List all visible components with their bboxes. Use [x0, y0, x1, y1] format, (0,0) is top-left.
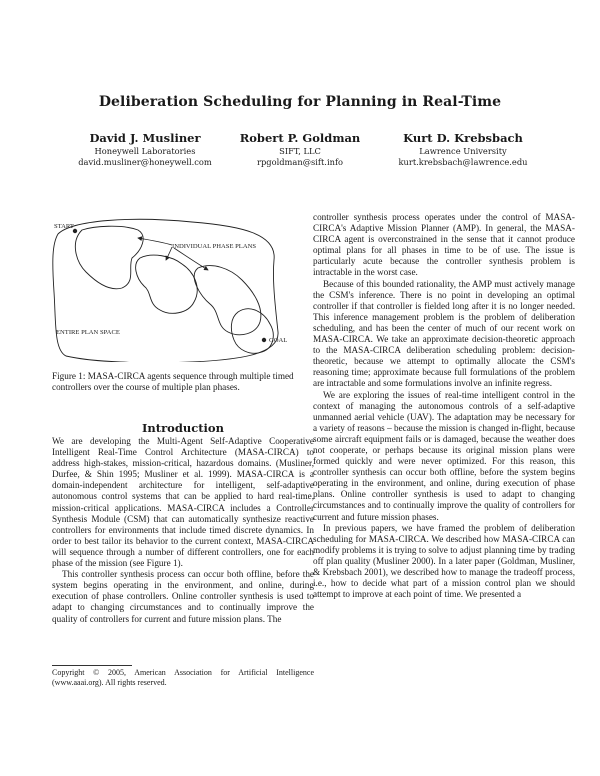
author-name: Robert P. Goldman — [239, 131, 361, 145]
start-label: START — [54, 223, 74, 230]
author-name: Kurt D. Krebsbach — [403, 131, 523, 145]
phase-plan-region — [194, 266, 261, 335]
author-block-3 — [378, 131, 548, 167]
right-column-body — [313, 212, 575, 600]
figure-caption: Figure 1: MASA-CIRCA agents sequence through multiple timed controllers over the course of multiple plan phases. — [52, 371, 294, 393]
paragraph: We are exploring the issues of real-time intelligent control in the context of managing the autonomous controls of a self-adaptive unmanned aerial vehicle (UAV). The adaptation may be necessary for a variety of reasons – because the mission is changed in-flight, because some aircraft equipment fails or is damaged, because the weather does not cooperate, or perhaps because its original mission plans were formed quickly and were never optimized. For this reason, this controller synthesis can occur both offline, before the system begins operating in the environment, and online, during execution of phase plans. Online controller synthesis is used to adapt to changing circumstances and to continually improve the quality of controllers for current and future mission phases. — [313, 389, 575, 522]
pointer-arrow — [174, 248, 208, 270]
section-heading: Introduction — [142, 421, 224, 435]
phase-plan-region — [136, 255, 198, 313]
figure-1-diagram — [52, 212, 314, 362]
author-affiliation: Lawrence University — [419, 146, 507, 156]
paragraph: controller synthesis process operates under the control of MASA-CIRCA's Adaptive Mission Planner (AMP). In general, the MASA-CIRCA agent is overconstrained in the sense that it cannot produce optimal plans for all phases in time to be of use. The issue is particularly acute because the controller synthesis problem is intractable in the worst case. — [313, 212, 575, 278]
paragraph: We are developing the Multi-Agent Self-Adaptive Cooperative Intelligent Real-Time Control Architecture (MASA-CIRCA) to address high-stakes, mission-critical, hazardous domains. (Musliner, Durfee, & Shin 1995; Musliner et al. 1999). MASA-CIRCA is a domain-independent architecture for intelligent, self-adaptive autonomous control systems that can be applied to hard real-time, mission-critical applications. MASA-CIRCA includes a Controller Synthesis Module (CSM) that can automatically synthesize reactive controllers for environments that include timed discrete dynamics. In order to best tailor its behavior to the current context, MASA-CIRCA will sequence through a number of different controllers, one for each phase of the mission (see Figure 1). — [52, 436, 314, 569]
paper-title: Deliberation Scheduling for Planning in Real-Time — [98, 94, 502, 110]
footnote-divider — [52, 665, 132, 666]
phase-plans-label: INDIVIDUAL PHASE PLANS — [172, 243, 257, 250]
plan-space-label: ENTIRE PLAN SPACE — [56, 329, 120, 336]
goal-label: GOAL — [269, 337, 288, 344]
author-email: kurt.krebsbach@lawrence.edu — [398, 156, 528, 167]
author-affiliation: Honeywell Laboratories — [94, 146, 196, 156]
plan-space-boundary — [53, 219, 278, 362]
author-affiliation: SIFT, LLC — [279, 146, 321, 156]
copyright-footnote: Copyright © 2005, American Association for Artificial Intelligence (www.aaai.org). All rights reserved. — [52, 668, 314, 687]
author-email: rpgoldman@sift.info — [256, 156, 344, 167]
author-name: David J. Musliner — [89, 131, 201, 145]
author-email: david.musliner@honeywell.com — [78, 156, 212, 167]
paragraph: Because of this bounded rationality, the AMP must actively manage the CSM's inference. There is no point in developing an optimal controller if that controller is fielded long after it is no longer needed. This inference management problem is the problem of deliberation scheduling, and has been the center of much of our recent work on MASA-CIRCA. We take an approximate decision-theoretic approach to the MASA-CIRCA deliberation scheduling problem: decision-theoretic, because we attempt to optimally allocate the CSM's reasoning time; approximate because full formulations of the problem are intractable and some formulations involve an infinite regress. — [313, 278, 575, 389]
goal-point — [262, 338, 266, 342]
left-column-body — [52, 436, 314, 625]
author-block-1 — [60, 131, 230, 167]
paragraph: This controller synthesis process can occur both offline, before the system begins operating in the environment, and online, during execution of phase controllers. Online controller synthesis is used to adapt to changing circumstances and to continually improve the quality of controllers for current and future mission plans. The — [52, 569, 314, 624]
paragraph: In previous papers, we have framed the problem of deliberation scheduling for MASA-CIRCA. We described how MASA-CIRCA can modify problems it is trying to solve to adjust planning time by trading off plan quality (Musliner 2000). In a later paper (Goldman, Musliner, & Krebsbach 2001), we described how to manage the tradeoff process, i.e., how to decide what part of a mission control plan we should attempt to improve at each point of time. We presented a — [313, 522, 575, 600]
phase-plan-region — [75, 226, 143, 289]
author-block-2 — [225, 131, 375, 167]
